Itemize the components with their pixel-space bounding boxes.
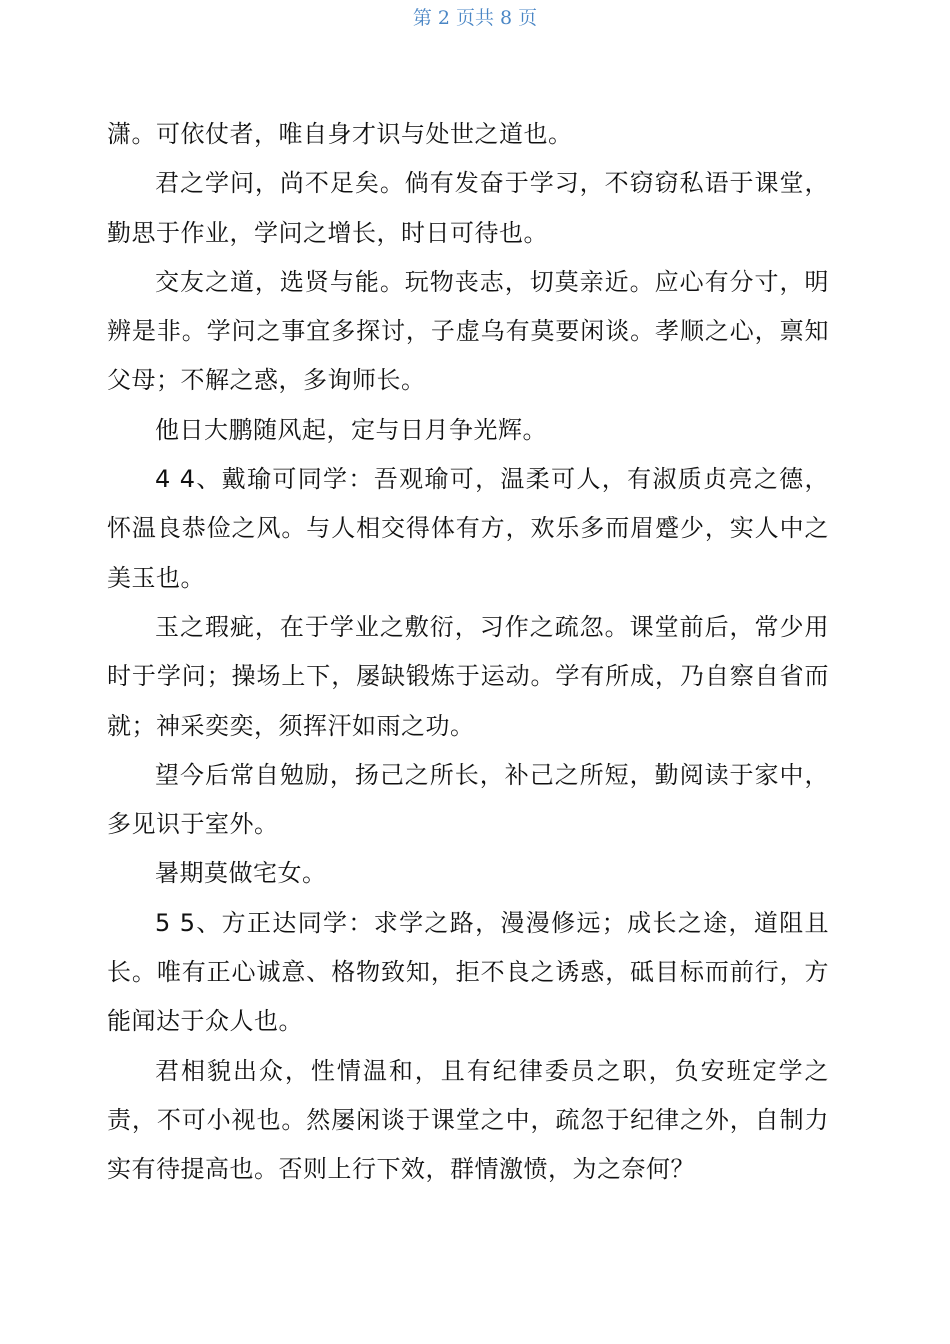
paragraph: 他日大鹏随风起，定与日月争光辉。 (155, 415, 547, 444)
paragraph: 暑期莫做宅女。 (155, 859, 327, 888)
paragraph: 君之学问，尚不足矣。倘有发奋于学习，不窃窃私语于课堂，勤思于作业，学问之增长，时日可待也。 (107, 169, 829, 247)
paragraph: 玉之瑕疵，在于学业之敷衍，习作之疏忽。课堂前后，常少用时于学问；操场上下，屡缺锻炼于运动。学有所成，乃自察自省而就；神采奕奕，须挥汗如雨之功。 (107, 612, 829, 740)
paragraph: 交友之道，选贤与能。玩物丧志，切莫亲近。应心有分寸，明辨是非。学问之事宜多探讨，子虚乌有莫要闲谈。孝顺之心，禀知父母；不解之惑，多询师长。 (107, 267, 829, 395)
paragraph: 5 5、方正达同学：求学之路，漫漫修远；成长之途，道阻且长。唯有正心诚意、格物致知，拒不良之诱惑，砥目标而前行，方能闻达于众人也。 (107, 908, 829, 1036)
document-body (107, 110, 829, 1195)
paragraph: 望今后常自勉励，扬己之所长，补己之所短，勤阅读于家中，多见识于室外。 (107, 760, 829, 839)
paragraph: 君相貌出众，性情温和，且有纪律委员之职，负安班定学之责，不可小视也。然屡闲谈于课堂之中，疏忽于纪律之外，自制力实有待提高也。否则上行下效，群情激愤，为之奈何？ (107, 1056, 829, 1184)
page-indicator: 第 2 页共 8 页 (412, 7, 538, 29)
paragraph: 潇。可依仗者，唯自身才识与处世之道也。 (107, 120, 573, 148)
paragraph: 4 4、戴瑜可同学：吾观瑜可，温柔可人，有淑质贞亮之德，怀温良恭俭之风。与人相交得体有方，欢乐多而眉蹙少，实人中之美玉也。 (107, 465, 829, 592)
